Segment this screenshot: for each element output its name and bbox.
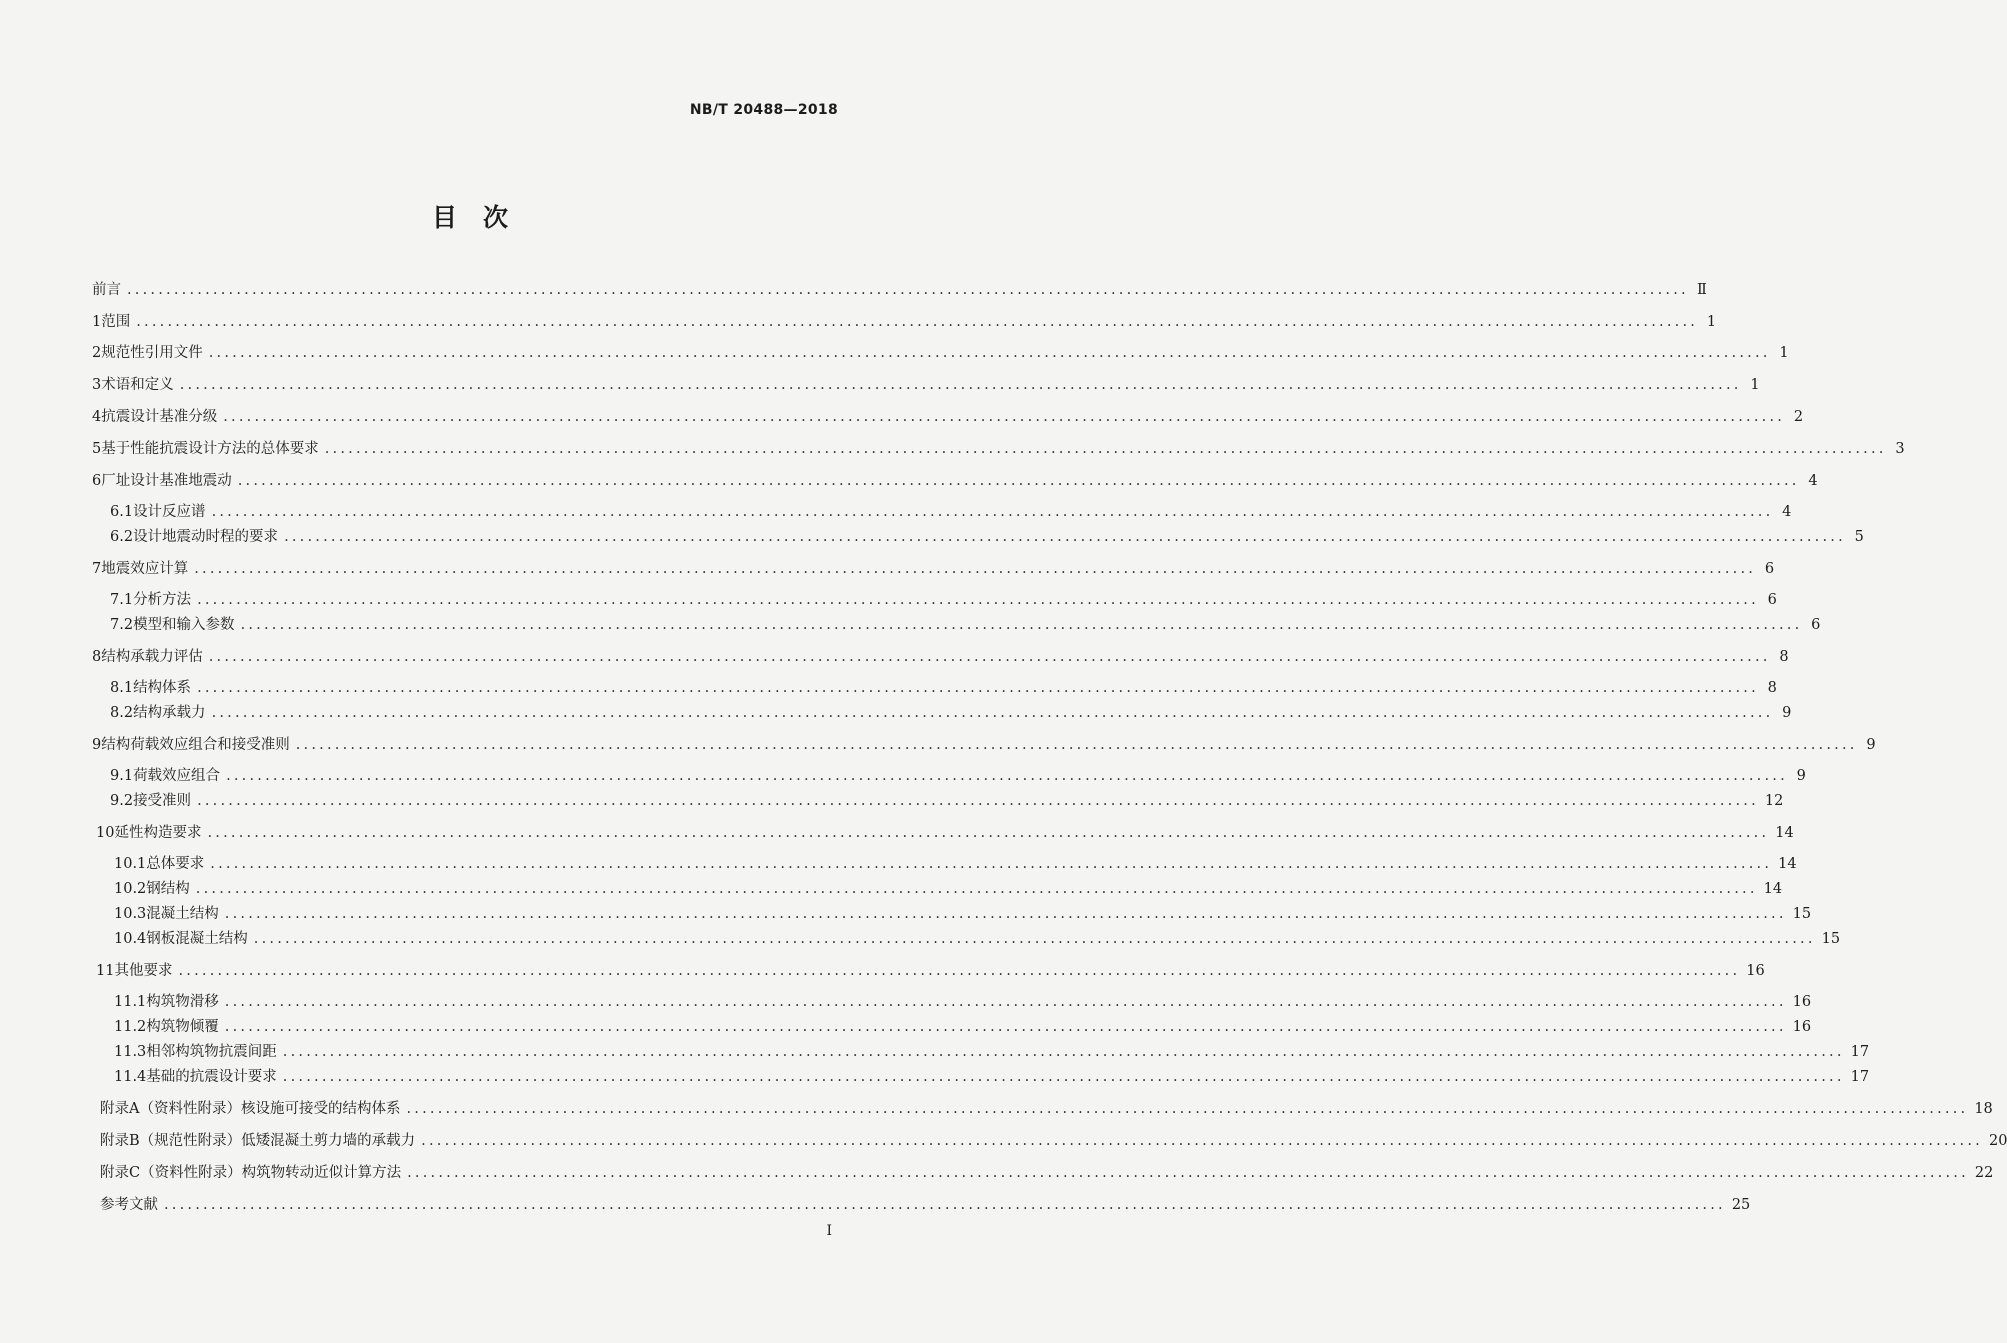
toc-entry[interactable] — [100, 1195, 1751, 1215]
toc-entry-label: 术语和定义 — [101, 377, 174, 393]
toc-entry-label: 设计地震动时程的要求 — [133, 529, 279, 545]
toc-entry-label: 结构承载力评估 — [101, 649, 203, 665]
toc-entry-page: 6 — [1811, 617, 1821, 633]
toc-entry-label: 地震效应计算 — [101, 561, 189, 577]
toc-entry-page: 4 — [1808, 473, 1818, 489]
toc-entry-number: 8.2 — [110, 705, 134, 721]
leader-dots: ........................................................................................................................................................................................................ — [208, 649, 1771, 665]
toc-entry[interactable] — [114, 929, 1841, 949]
toc-entry-number: 8.1 — [110, 680, 134, 696]
toc-entry-label: 厂址设计基准地震动 — [101, 473, 232, 489]
toc-entry-number: 10 — [96, 825, 115, 841]
toc-entry-number: 10.4 — [114, 931, 147, 947]
toc-entry-number: 6.1 — [110, 504, 134, 520]
toc-entry-page: 1 — [1706, 314, 1717, 330]
toc-entry[interactable] — [110, 502, 1792, 522]
toc-entry[interactable] — [92, 280, 1707, 300]
leader-dots: ........................................................................................................................................................................................................ — [282, 1069, 1845, 1085]
leader-dots: ........................................................................................................................................................................................................ — [210, 856, 1773, 872]
leader-dots: ........................................................................................................................................................................................................ — [226, 768, 1788, 784]
toc-entry-label: 范围 — [101, 314, 131, 330]
toc-entry-number: 11.1 — [114, 994, 147, 1010]
toc-entry[interactable] — [92, 647, 1789, 667]
leader-dots: ........................................................................................................................................................................................................ — [253, 931, 1816, 947]
toc-entry-label: 构筑物滑移 — [146, 994, 219, 1010]
toc-entry-label: 前言 — [92, 282, 121, 298]
leader-dots: ........................................................................................................................................................................................................ — [207, 825, 1770, 841]
toc-entry-number: 11.2 — [114, 1019, 147, 1035]
leader-dots: ........................................................................................................................................................................................................ — [295, 737, 1858, 753]
toc-entry-label: 其他要求 — [114, 963, 173, 979]
toc-entry[interactable] — [114, 1067, 1870, 1087]
toc-entry-number: 附录B（规范性附录） — [100, 1133, 242, 1149]
toc-entry-label: 分析方法 — [133, 592, 192, 608]
toc-entry-number: 附录A（资料性附录） — [100, 1101, 241, 1117]
toc-entry[interactable] — [114, 904, 1812, 924]
toc-entry-label: 接受准则 — [133, 793, 192, 809]
toc-entry-page: 14 — [1775, 825, 1794, 841]
toc-entry-page: 16 — [1746, 963, 1765, 979]
toc-entry-page: 15 — [1821, 931, 1841, 947]
toc-entry-page: Ⅱ — [1696, 282, 1707, 298]
leader-dots: ........................................................................................................................................................................................................ — [127, 282, 1689, 298]
toc-entry-label: 相邻构筑物抗震间距 — [146, 1044, 277, 1060]
toc-entry[interactable] — [92, 375, 1760, 395]
toc-entry-page: 3 — [1895, 441, 1905, 457]
toc-entry[interactable] — [114, 1042, 1870, 1062]
leader-dots: ........................................................................................................................................................................................................ — [282, 1044, 1845, 1060]
toc-entry[interactable] — [100, 1099, 1993, 1119]
toc-entry-number: 7.1 — [110, 592, 134, 608]
toc-entry-page: 17 — [1850, 1044, 1870, 1060]
toc-entry-number: 11.4 — [114, 1069, 147, 1085]
toc-entry[interactable] — [92, 735, 1876, 755]
toc-entry-number: 9 — [92, 737, 102, 753]
toc-entry-number: 10.2 — [114, 881, 147, 897]
toc-entry-label: 构筑物转动近似计算方法 — [241, 1165, 402, 1181]
leader-dots: ........................................................................................................................................................................................................ — [324, 441, 1887, 457]
toc-entry[interactable] — [100, 1163, 1994, 1183]
toc-entry-page: 5 — [1854, 529, 1864, 545]
toc-entry-number: 11.3 — [114, 1044, 147, 1060]
toc-entry-page: 8 — [1779, 649, 1789, 665]
toc-entry-number: 10.1 — [114, 856, 147, 872]
toc-entry-label: 参考文献 — [100, 1197, 158, 1213]
toc-entry-label: 核设施可接受的结构体系 — [240, 1101, 401, 1117]
toc-entry-label: 设计反应谱 — [133, 504, 206, 520]
toc-entry-page: 25 — [1731, 1197, 1751, 1213]
toc-entry-label: 结构体系 — [133, 680, 192, 696]
toc-entry[interactable] — [114, 879, 1783, 899]
toc-entry-label: 延性构造要求 — [114, 825, 202, 841]
leader-dots: ........................................................................................................................................................................................................ — [284, 529, 1846, 545]
toc-entry[interactable] — [114, 992, 1812, 1012]
toc-entry-number: 8 — [92, 649, 102, 665]
toc-entry[interactable] — [110, 678, 1777, 698]
leader-dots: ........................................................................................................................................................................................................ — [136, 314, 1699, 330]
leader-dots: ........................................................................................................................................................................................................ — [195, 881, 1758, 897]
leader-dots: ........................................................................................................................................................................................................ — [237, 473, 1800, 489]
toc-entry-page: 4 — [1782, 504, 1792, 520]
toc-entry[interactable] — [110, 791, 1784, 811]
leader-dots: ........................................................................................................................................................................................................ — [178, 963, 1741, 979]
toc-entry-label: 基础的抗震设计要求 — [146, 1069, 277, 1085]
leader-dots: ........................................................................................................................................................................................................ — [179, 377, 1742, 393]
toc-entry[interactable] — [96, 961, 1765, 981]
toc-entry-page: 15 — [1792, 906, 1812, 922]
toc-entry-page: 16 — [1792, 1019, 1812, 1035]
leader-dots: ........................................................................................................................................................................................................ — [197, 680, 1759, 696]
leader-dots: ........................................................................................................................................................................................................ — [224, 994, 1787, 1010]
toc-entry-page: 9 — [1866, 737, 1876, 753]
toc-entry-number: 10.3 — [114, 906, 147, 922]
toc-entry-label: 抗震设计基准分级 — [101, 409, 218, 425]
toc-entry-number: 3 — [92, 377, 102, 393]
leader-dots: ........................................................................................................................................................................................................ — [208, 345, 1771, 361]
toc-entry[interactable] — [96, 823, 1794, 843]
toc-entry-number: 2 — [92, 345, 102, 361]
toc-entry-number: 4 — [92, 409, 102, 425]
toc-entry[interactable] — [92, 312, 1717, 332]
toc-entry[interactable] — [92, 439, 1905, 459]
toc-entry-number: 9.1 — [110, 768, 134, 784]
toc-entry[interactable] — [110, 527, 1864, 547]
toc-entry-label: 钢板混凝土结构 — [146, 931, 248, 947]
toc-entry-page: 16 — [1792, 994, 1812, 1010]
toc-entry-number: 7.2 — [110, 617, 134, 633]
toc-entry-page: 6 — [1767, 592, 1777, 608]
toc-entry[interactable] — [114, 854, 1797, 874]
toc-entry-page: 20 — [1988, 1133, 2007, 1149]
toc-entry-page: 2 — [1793, 409, 1804, 425]
page-title: 目次 — [431, 203, 534, 232]
leader-dots: ........................................................................................................................................................................................................ — [224, 906, 1787, 922]
toc-entry-label: 钢结构 — [146, 881, 190, 897]
toc-entry-page: 9 — [1782, 705, 1792, 721]
leader-dots: ........................................................................................................................................................................................................ — [223, 409, 1786, 425]
toc-entry-label: 结构荷载效应组合和接受准则 — [101, 737, 290, 753]
toc-entry-number: 6 — [92, 473, 102, 489]
toc-entry[interactable] — [114, 1017, 1812, 1037]
toc-entry-page: 22 — [1974, 1165, 1994, 1181]
toc-entry[interactable] — [92, 471, 1818, 491]
toc-entry-number: 5 — [92, 441, 102, 457]
toc-entry-page: 17 — [1850, 1069, 1870, 1085]
toc-entry-label: 基于性能抗震设计方法的总体要求 — [101, 441, 319, 457]
toc-entry[interactable] — [110, 766, 1806, 786]
toc-entry-page: 14 — [1778, 856, 1797, 872]
leader-dots: ........................................................................................................................................................................................................ — [406, 1101, 1969, 1117]
toc-entry[interactable] — [110, 590, 1777, 610]
leader-dots: ........................................................................................................................................................................................................ — [197, 592, 1759, 608]
toc-entry[interactable] — [92, 559, 1775, 579]
toc-entry-label: 构筑物倾覆 — [146, 1019, 219, 1035]
toc-entry-page: 14 — [1763, 881, 1783, 897]
toc-entry-label: 荷载效应组合 — [133, 768, 221, 784]
toc-entry[interactable] — [92, 343, 1789, 363]
toc-entry-label: 低矮混凝土剪力墙的承载力 — [241, 1133, 416, 1149]
toc-entry-page: 1 — [1779, 345, 1789, 361]
toc-entry[interactable] — [92, 407, 1804, 427]
toc-entry-page: 8 — [1767, 680, 1777, 696]
leader-dots: ........................................................................................................................................................................................................ — [240, 617, 1803, 633]
toc-entry-page: 18 — [1974, 1101, 1993, 1117]
toc-entry[interactable] — [100, 1131, 2007, 1151]
toc-entry-number: 11 — [96, 963, 115, 979]
toc-entry-label: 结构承载力 — [133, 705, 206, 721]
leader-dots: ........................................................................................................................................................................................................ — [421, 1133, 1983, 1149]
leader-dots: ........................................................................................................................................................................................................ — [164, 1197, 1726, 1213]
toc-entry-number: 7 — [92, 561, 102, 577]
leader-dots: ........................................................................................................................................................................................................ — [407, 1165, 1969, 1181]
standard-number: NB/T 20488—2018 — [689, 102, 838, 118]
toc-entry-number: 9.2 — [110, 793, 134, 809]
toc-entry-page: 9 — [1796, 768, 1806, 784]
leader-dots: ........................................................................................................................................................................................................ — [211, 705, 1774, 721]
toc-entry-label: 规范性引用文件 — [101, 345, 203, 361]
toc-entry-label: 模型和输入参数 — [133, 617, 235, 633]
toc-entry[interactable] — [110, 615, 1821, 635]
toc-entry-label: 混凝土结构 — [146, 906, 219, 922]
toc-entry-number: 附录C（资料性附录） — [100, 1165, 242, 1181]
toc-entry-page: 12 — [1764, 793, 1784, 809]
toc-entry-page: 6 — [1764, 561, 1775, 577]
toc-entry-number: 1 — [92, 314, 102, 330]
leader-dots: ........................................................................................................................................................................................................ — [194, 561, 1757, 577]
toc-entry-page: 1 — [1750, 377, 1760, 393]
page-number: I — [826, 1223, 832, 1239]
toc-entry-label: 总体要求 — [146, 856, 205, 872]
toc-entry[interactable] — [110, 703, 1792, 723]
leader-dots: ........................................................................................................................................................................................................ — [224, 1019, 1787, 1035]
toc-entry-number: 6.2 — [110, 529, 134, 545]
leader-dots: ........................................................................................................................................................................................................ — [211, 504, 1774, 520]
leader-dots: ........................................................................................................................................................................................................ — [197, 793, 1759, 809]
